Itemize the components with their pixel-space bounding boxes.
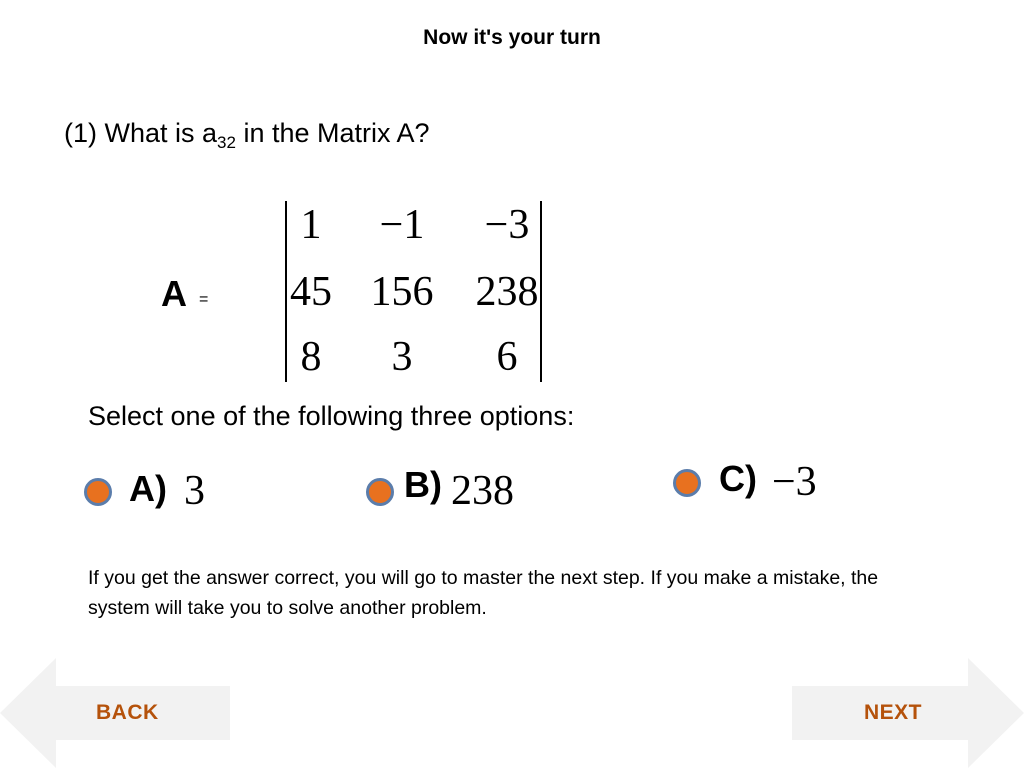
matrix-cell-r1c3: −3 — [484, 202, 530, 248]
option-c-value: −3 — [772, 459, 817, 505]
option-b-radio[interactable] — [366, 478, 394, 506]
matrix-cell-r1c2: −1 — [379, 202, 425, 248]
matrix-cell-r2c1: 45 — [290, 269, 332, 315]
question-prefix: (1) What is a — [64, 118, 218, 148]
option-a-radio[interactable] — [84, 478, 112, 506]
instruction-text: Select one of the following three options: — [88, 401, 575, 431]
option-b-value: 238 — [451, 468, 514, 514]
question-text — [64, 118, 430, 152]
question-suffix: in the Matrix A? — [235, 118, 430, 148]
page-title: Now it's your turn — [423, 26, 601, 49]
matrix-cell-r1c1: 1 — [300, 202, 322, 248]
matrix-cell-r2c2: 156 — [370, 269, 434, 315]
next-button-label: NEXT — [864, 701, 923, 724]
matrix-cell-r3c3: 6 — [496, 334, 518, 380]
option-a-label[interactable]: A) — [129, 468, 167, 509]
next-button[interactable] — [792, 658, 1024, 768]
matrix-cell-r2c3: 238 — [475, 269, 539, 315]
matrix-label: A — [161, 273, 187, 314]
matrix-cell-r3c1: 8 — [300, 334, 322, 380]
back-button-label: BACK — [96, 701, 159, 724]
option-c-label[interactable]: C) — [719, 458, 757, 499]
option-a-value: 3 — [184, 468, 205, 514]
matrix-cell-r3c2: 3 — [391, 334, 413, 380]
option-c-radio[interactable] — [673, 469, 701, 497]
back-button[interactable] — [0, 658, 232, 768]
info-text: If you get the answer correct, you will go to master the next step. If you make a mistake, the system will take you to solve another problem. — [88, 567, 879, 619]
question-subscript: 32 — [217, 133, 236, 152]
option-b-label[interactable]: B) — [404, 464, 442, 505]
matrix-equals-sign: = — [199, 291, 209, 308]
